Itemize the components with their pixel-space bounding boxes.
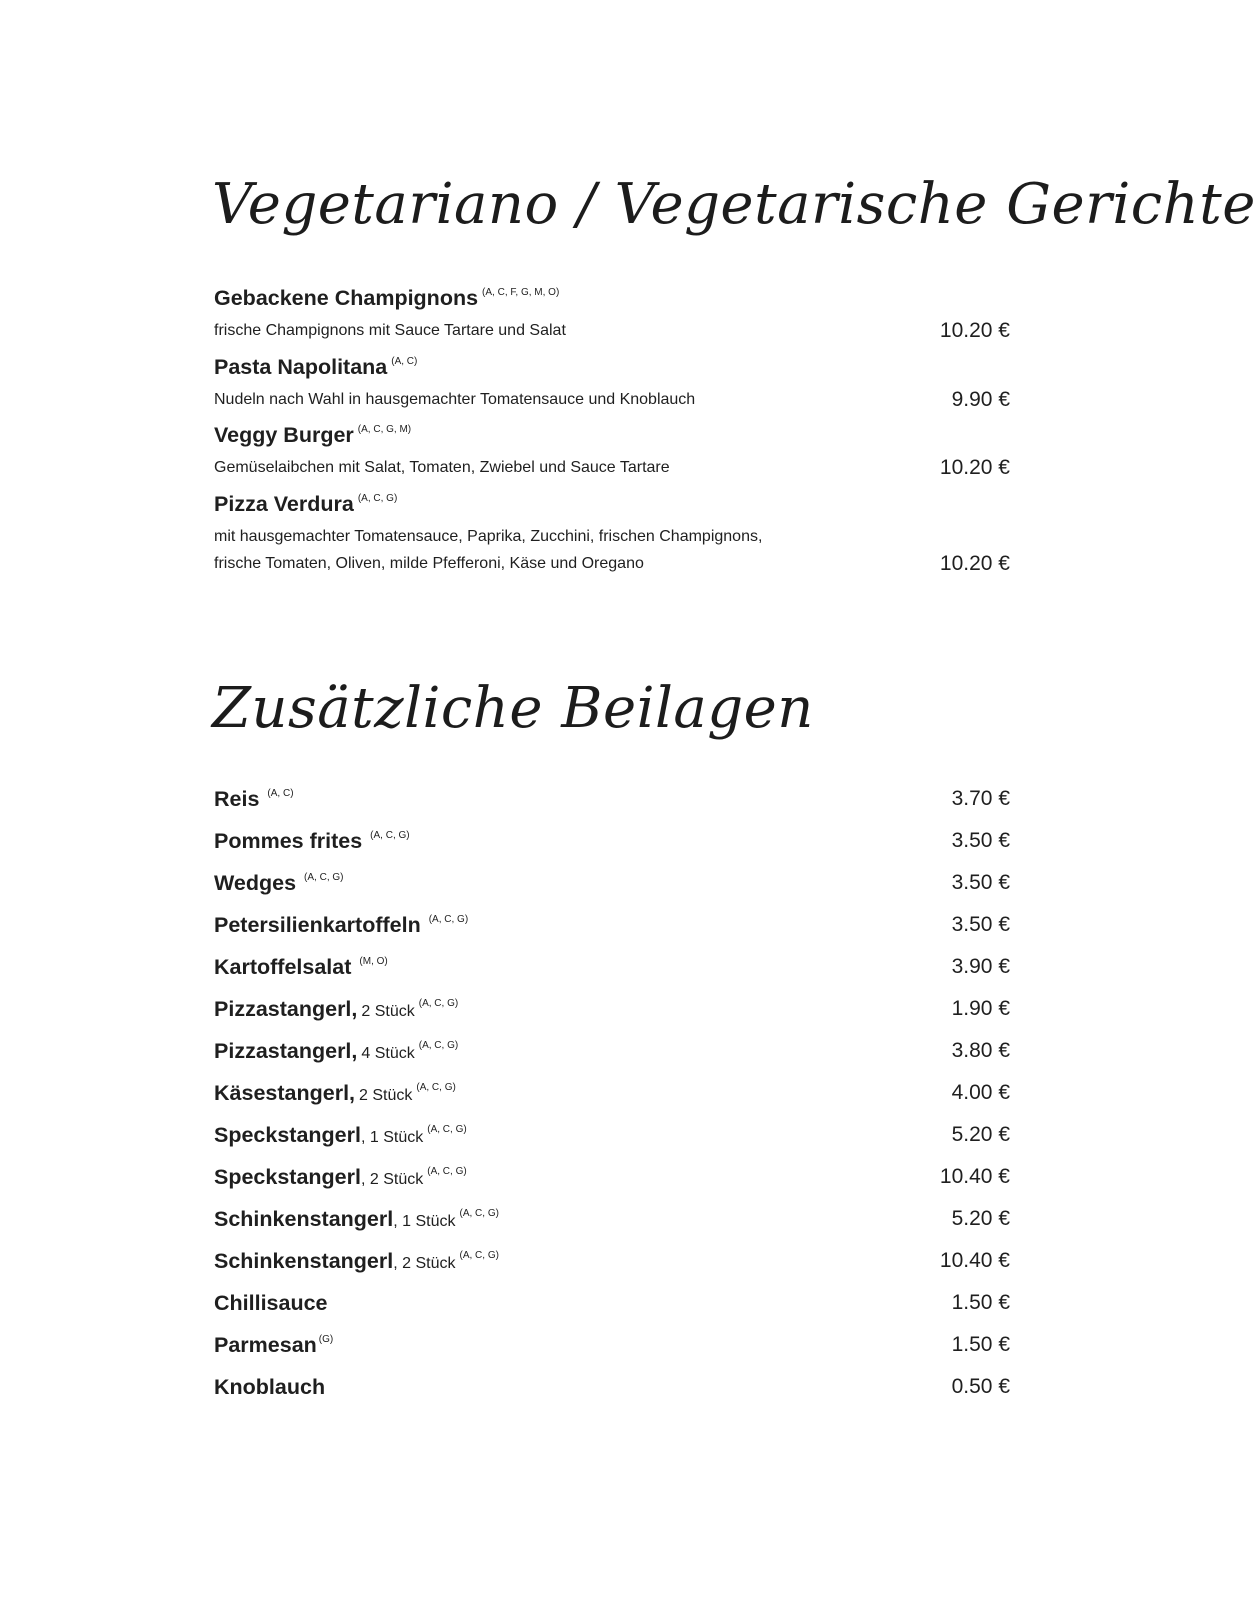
side-name: Chillisauce (214, 1291, 328, 1315)
allergen-codes: (G) (318, 1334, 334, 1345)
allergen-codes: (A, C) (267, 788, 294, 799)
dish-description: mit hausgemachter Tomatensauce, Paprika, Zucchini, frischen Champignons, (214, 528, 763, 545)
section-title-vegetarian: Vegetariano / Vegetarische Gerichte (212, 172, 1256, 237)
dish-description: Gemüselaibchen mit Salat, Tomaten, Zwiebel und Sauce Tartare (214, 459, 670, 476)
dish-price: 9.90 € (951, 388, 1010, 411)
dish-price: 10.20 € (939, 319, 1010, 342)
menu-item (214, 284, 1010, 344)
side-name: Schinkenstangerl (214, 1207, 394, 1231)
menu-item (214, 421, 1010, 481)
side-price: 10.40 € (939, 1249, 1010, 1272)
side-price: 3.90 € (951, 955, 1010, 978)
side-name: Reis (214, 787, 260, 811)
side-price: 3.50 € (951, 871, 1010, 894)
side-item (214, 910, 1010, 940)
side-quantity: , 2 Stück (393, 1255, 456, 1272)
side-price: 4.00 € (951, 1081, 1010, 1104)
dish-description: frische Tomaten, Oliven, milde Pfefferoni, Käse und Oregano (214, 555, 644, 572)
side-item (214, 1204, 1010, 1234)
side-item (214, 868, 1010, 898)
allergen-codes: (A, C, G, M) (357, 424, 412, 435)
allergen-codes: (A, C, G) (459, 1250, 499, 1261)
side-price: 3.50 € (951, 829, 1010, 852)
side-price: 3.70 € (951, 787, 1010, 810)
dish-name: Gebackene Champignons (214, 286, 479, 310)
allergen-codes: (A, C, G) (418, 1040, 459, 1051)
side-item (214, 1162, 1010, 1192)
side-name: Pizzastangerl, (214, 997, 358, 1021)
dish-description: Nudeln nach Wahl in hausgemachter Tomatensauce und Knoblauch (214, 391, 696, 408)
side-item (214, 1120, 1010, 1150)
side-name: Petersilienkartoffeln (214, 913, 421, 937)
side-name: Pizzastangerl, (214, 1039, 358, 1063)
side-price: 10.40 € (939, 1165, 1010, 1188)
side-name: Wedges (214, 871, 297, 895)
side-quantity: 2 Stück (361, 1003, 415, 1020)
side-item (214, 826, 1010, 856)
side-name: Parmesan (214, 1333, 317, 1357)
allergen-codes: (A, C, F, G, M, O) (482, 287, 560, 298)
allergen-codes: (A, C, G) (459, 1208, 499, 1219)
side-quantity: , 2 Stück (360, 1171, 424, 1188)
dish-price: 10.20 € (939, 552, 1010, 575)
dish-name: Veggy Burger (214, 423, 354, 447)
menu-item (214, 353, 1010, 413)
side-name: Knoblauch (214, 1375, 326, 1399)
section-title-sides: Zusätzliche Beilagen (212, 676, 814, 741)
side-name: Schinkenstangerl (214, 1249, 394, 1273)
side-price: 3.50 € (951, 913, 1010, 936)
allergen-codes: (M, O) (359, 956, 388, 967)
allergen-codes: (A, C) (391, 356, 418, 367)
side-price: 1.90 € (951, 997, 1010, 1020)
side-item (214, 1288, 1010, 1318)
side-name: Speckstangerl (214, 1165, 361, 1189)
allergen-codes: (A, C, G) (370, 830, 410, 841)
side-name: Speckstangerl (214, 1123, 361, 1147)
side-item (214, 1036, 1010, 1066)
side-quantity: 4 Stück (361, 1045, 415, 1062)
side-name: Käsestangerl, (214, 1081, 356, 1105)
side-item (214, 1372, 1010, 1402)
side-item (214, 784, 1010, 814)
allergen-codes: (A, C, G) (357, 493, 398, 504)
side-price: 3.80 € (951, 1039, 1010, 1062)
side-item (214, 952, 1010, 982)
side-price: 5.20 € (951, 1207, 1010, 1230)
dish-name: Pizza Verdura (214, 492, 354, 516)
allergen-codes: (A, C, G) (418, 998, 459, 1009)
side-name: Pommes frites (214, 829, 363, 853)
dish-description: frische Champignons mit Sauce Tartare und Salat (214, 322, 566, 339)
side-price: 5.20 € (951, 1123, 1010, 1146)
side-quantity: , 1 Stück (393, 1213, 456, 1230)
allergen-codes: (A, C, G) (427, 1166, 467, 1177)
side-name: Kartoffelsalat (214, 955, 352, 979)
side-price: 1.50 € (951, 1291, 1010, 1314)
side-item (214, 1330, 1010, 1360)
dish-name: Pasta Napolitana (214, 355, 388, 379)
side-quantity: , 1 Stück (360, 1129, 424, 1146)
side-item (214, 1246, 1010, 1276)
allergen-codes: (A, C, G) (427, 1124, 467, 1135)
allergen-codes: (A, C, G) (416, 1082, 456, 1093)
dish-price: 10.20 € (939, 456, 1010, 479)
allergen-codes: (A, C, G) (428, 914, 469, 925)
side-quantity: 2 Stück (359, 1087, 413, 1104)
menu-item (214, 490, 1010, 577)
side-item (214, 1078, 1010, 1108)
side-price: 0.50 € (951, 1375, 1010, 1398)
side-price: 1.50 € (951, 1333, 1010, 1356)
allergen-codes: (A, C, G) (304, 872, 344, 883)
side-item (214, 994, 1010, 1024)
